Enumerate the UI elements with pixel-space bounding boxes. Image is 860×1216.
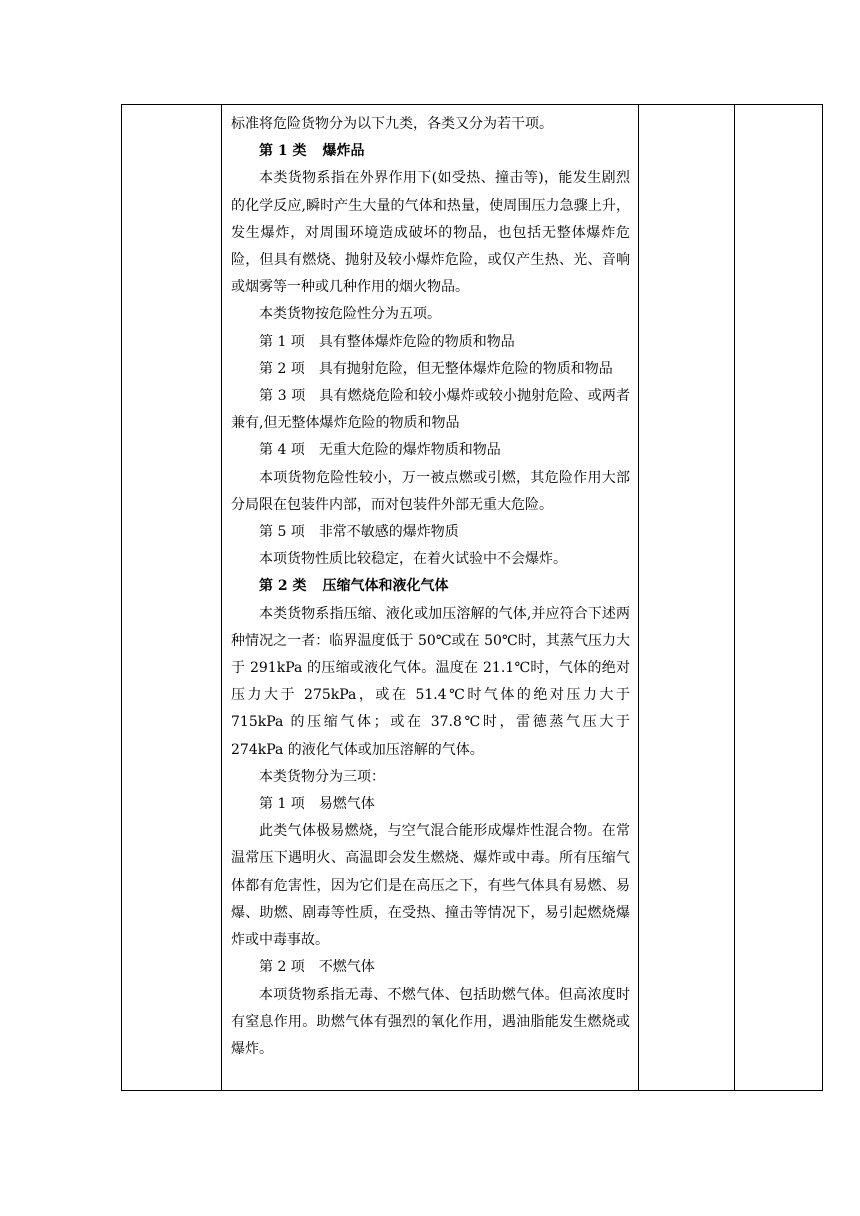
paragraph: 本类货物按危险性分为五项。 (259, 306, 441, 323)
table-cell-left (122, 105, 222, 1091)
division-item: 第 2 项 不燃气体 (259, 959, 375, 976)
table-row (122, 105, 823, 1091)
paragraph: 本项货物性质比较稳定，在着火试验中不会爆炸。 (259, 551, 567, 568)
division-item: 第 1 项 具有整体爆炸危险的物质和物品 (259, 333, 515, 350)
paragraph: 本类货物系指在外界作用下(如受热、撞击等)，能发生剧烈的化学反应,瞬时产生大量的气体和热量，使周围压力急骤上升，发生爆炸，对周围环境造成破坏的物品，也包括无整体爆炸危险，但具有燃烧、抛射及较小爆炸危险，或仅产生热、光、音响或烟雾等一种或几种作用的烟火物品。 (231, 170, 630, 296)
paragraph: 本类货物分为三项： (259, 768, 385, 785)
division-item: 第 3 项 具有燃烧危险和较小爆炸或较小抛射危险、或两者兼有,但无整体爆炸危险的物质和物品 (231, 388, 631, 432)
division-item: 第 2 项 具有抛射危险，但无整体爆炸危险的物质和物品 (259, 360, 613, 377)
division-item: 第 1 项 易燃气体 (259, 796, 375, 813)
paragraph: 本类货物系指压缩、液化或加压溶解的气体,并应符合下述两种情况之一者：临界温度低于 50℃或在 50℃时，其蒸气压力大于 291kPa 的压缩或液化气体。温度在 21.1℃时，气体的绝对压力大于 275kPa，或在 51.4℃时气体的绝对压力大于 715kPa 的压缩气体；或在 37.8℃时，雷德蒸气压大于 274kPa 的液化气体或加压溶解的气体。 (231, 605, 630, 758)
paragraph: 本项货物系指无毒、不燃气体、包括助燃气体。但高浓度时有窒息作用。助燃气体有强烈的氧化作用，遇油脂能发生燃烧或爆炸。 (231, 986, 630, 1057)
table-cell-content (222, 105, 639, 1091)
table-cell-right (735, 105, 823, 1091)
class-2-heading: 第 2 类 压缩气体和液化气体 (259, 578, 449, 595)
paragraph: 本项货物危险性较小，万一被点燃或引燃，其危险作用大部分局限在包装件内部，而对包装件外部无重大危险。 (231, 469, 630, 513)
division-item: 第 4 项 无重大危险的爆炸物质和物品 (259, 442, 501, 459)
class-1-heading: 第 1 类 爆炸品 (259, 143, 365, 160)
division-item: 第 5 项 非常不敏感的爆炸物质 (259, 524, 459, 541)
table-cell-third (639, 105, 735, 1091)
paragraph-intro: 标准将危险货物分为以下九类，各类又分为若干项。 (231, 116, 553, 132)
content-text (222, 105, 638, 1063)
document-table (121, 104, 823, 1091)
paragraph: 此类气体极易燃烧，与空气混合能形成爆炸性混合物。在常温常压下遇明火、高温即会发生燃烧、爆炸或中毒。所有压缩气体都有危害性，因为它们是在高压之下，有些气体具有易燃、易爆、助燃、剧毒等性质，在受热、撞击等情况下，易引起燃烧爆炸或中毒事故。 (231, 823, 630, 949)
